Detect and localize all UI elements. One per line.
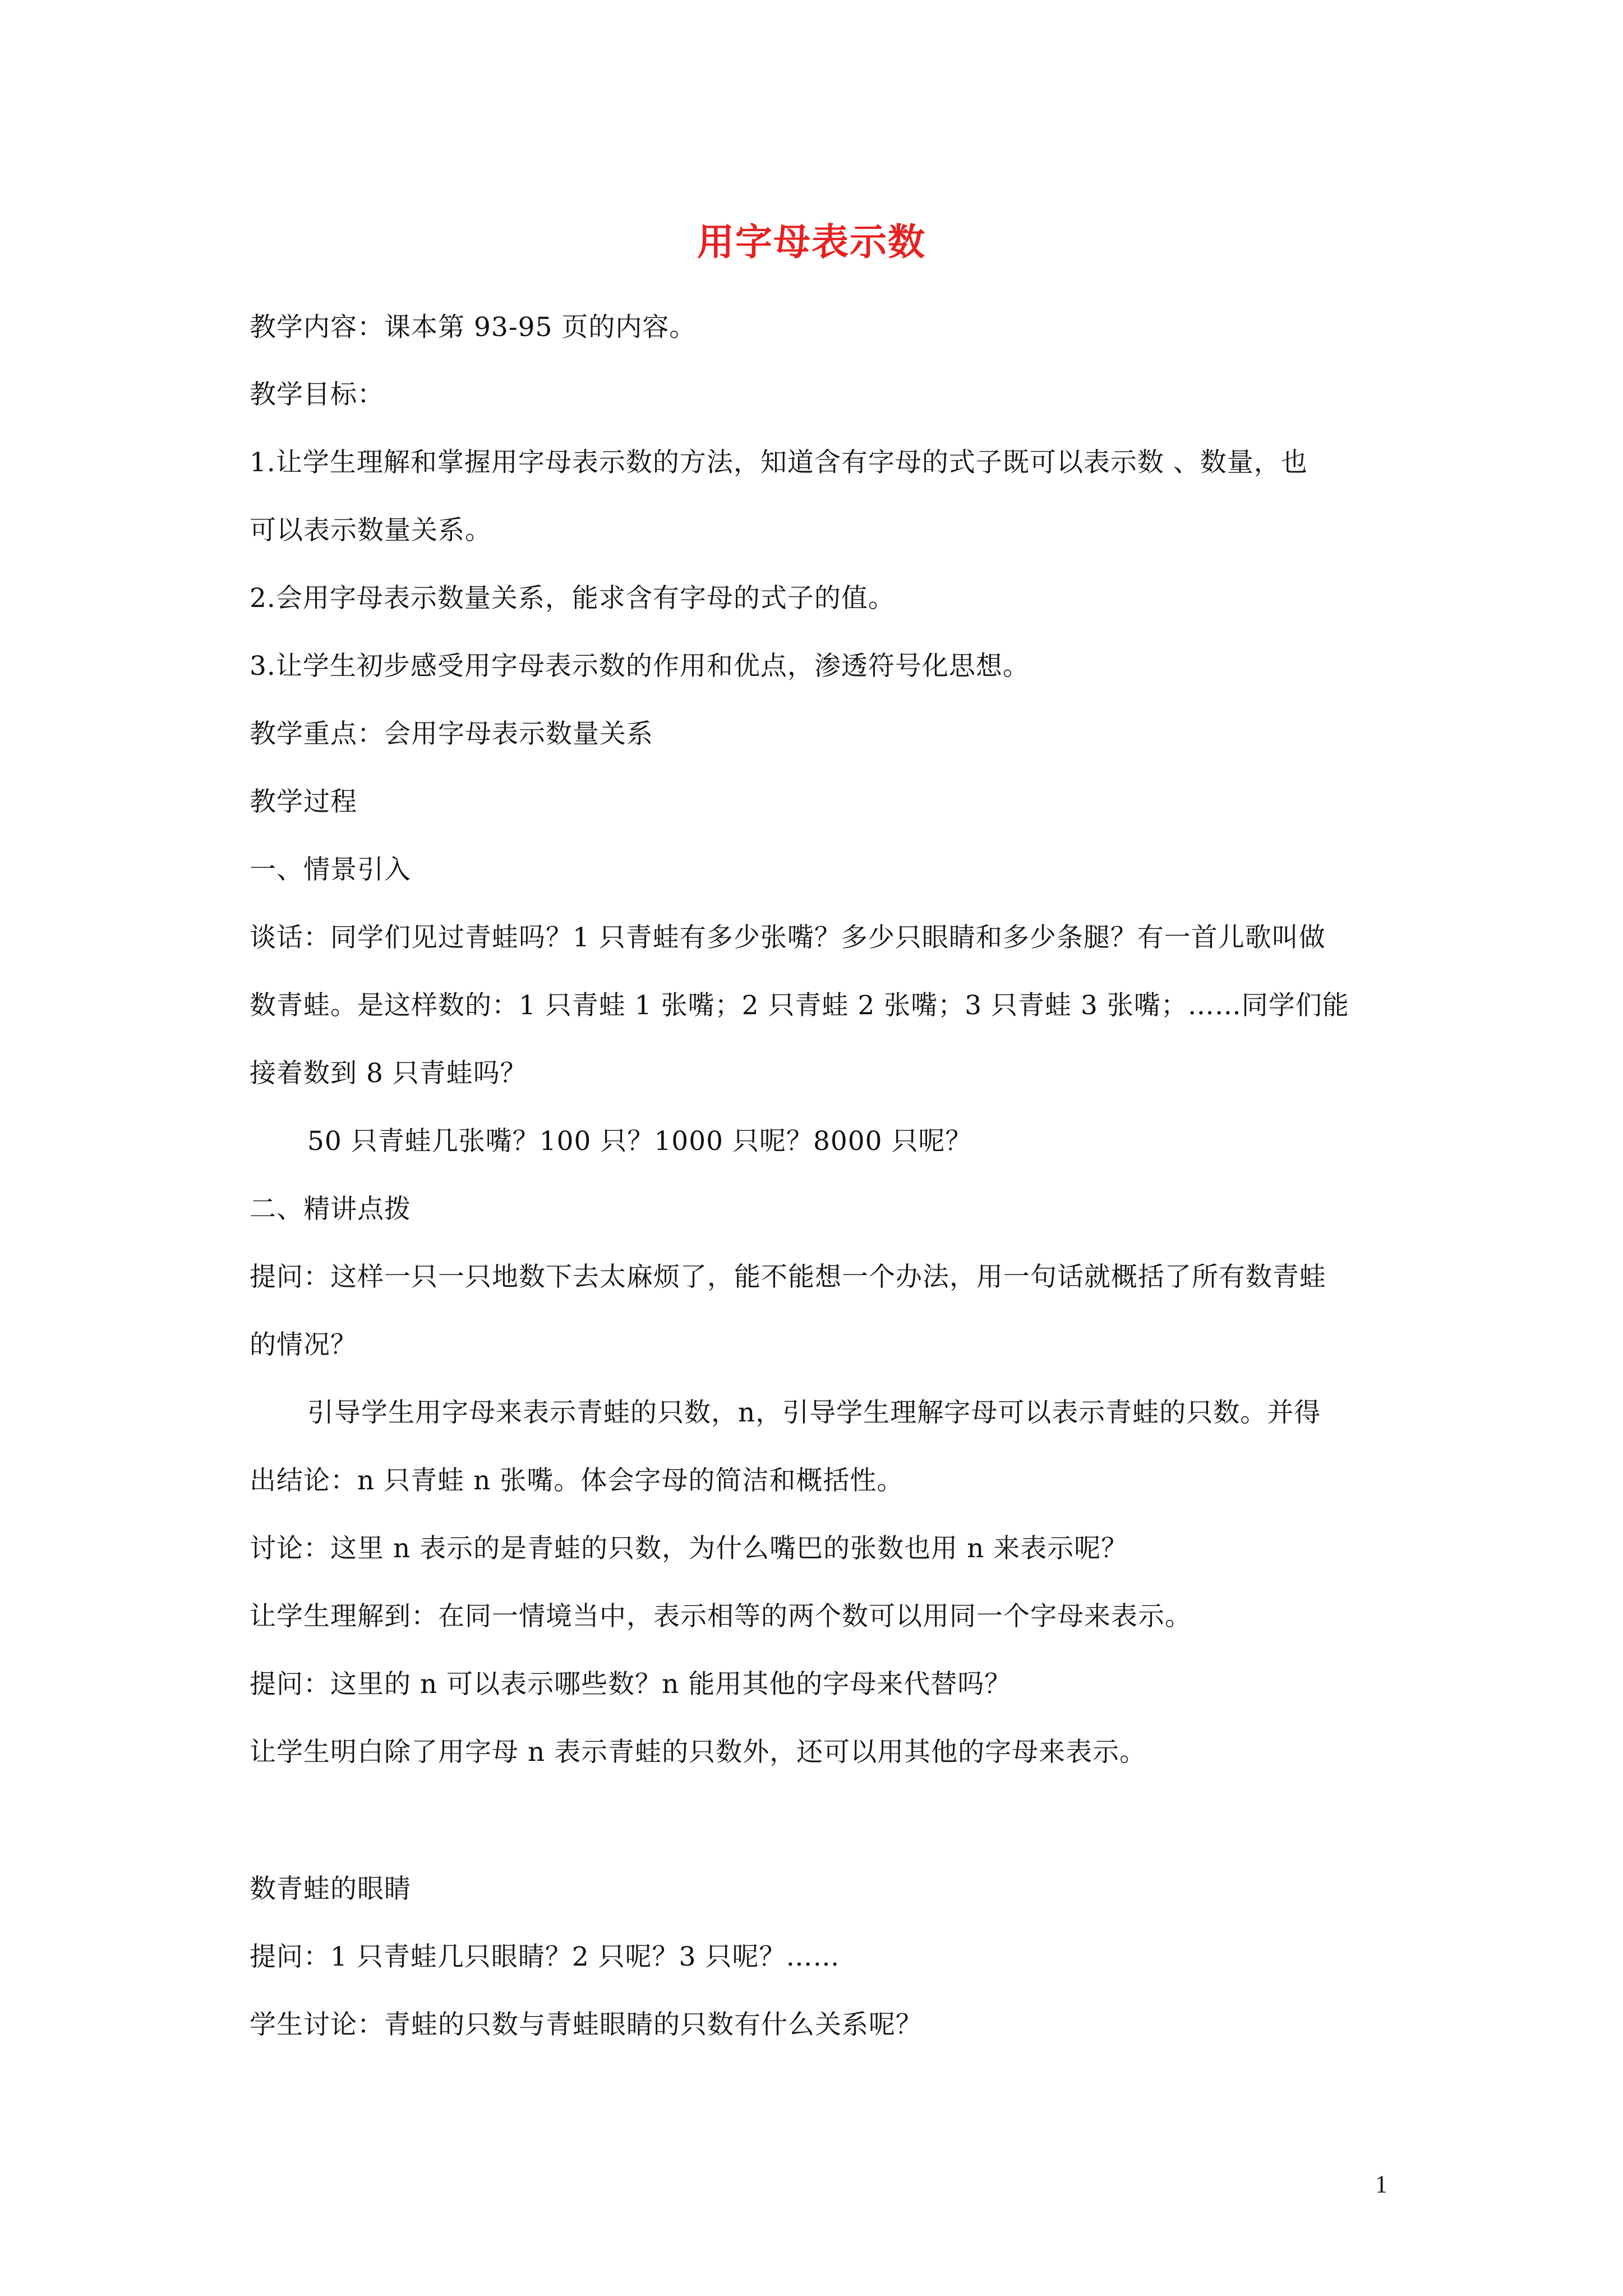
text-line: 提问：1 只青蛙几只眼睛？2 只呢？3 只呢？…… bbox=[250, 1941, 840, 1972]
text-line: 数青蛙。是这样数的：1 只青蛙 1 张嘴；2 只青蛙 2 张嘴；3 只青蛙 3 张嘴；……同学们能 bbox=[250, 990, 1349, 1021]
text-line: 教学过程 bbox=[250, 786, 357, 817]
text-line: 谈话：同学们见过青蛙吗？1 只青蛙有多少张嘴？多少只眼睛和多少条腿？有一首儿歌叫做 bbox=[250, 922, 1326, 953]
text-line: 二、精讲点拨 bbox=[250, 1194, 411, 1225]
text-line: 引导学生用字母来表示青蛙的只数，n，引导学生理解字母可以表示青蛙的只数。并得 bbox=[307, 1397, 1321, 1428]
text-line: 2.会用字母表示数量关系，能求含有字母的式子的值。 bbox=[250, 583, 895, 614]
text-line: 的情况？ bbox=[250, 1329, 357, 1360]
text-line: 数青蛙的眼睛 bbox=[250, 1874, 411, 1904]
text-line: 提问：这里的 n 可以表示哪些数？n 能用其他的字母来代替吗？ bbox=[250, 1669, 1012, 1700]
text-line: 教学目标： bbox=[250, 379, 384, 410]
text-line: 50 只青蛙几张嘴？100 只？1000 只呢？8000 只呢？ bbox=[307, 1126, 972, 1157]
page-number: 1 bbox=[1375, 2170, 1387, 2198]
text-line: 1.让学生理解和掌握用字母表示数的方法，知道含有字母的式子既可以表示数 、数量，也 bbox=[250, 447, 1308, 478]
text-line: 3.让学生初步感受用字母表示数的作用和优点，渗透符号化思想。 bbox=[250, 651, 1030, 682]
text-line: 一、情景引入 bbox=[250, 854, 411, 885]
text-line: 出结论：n 只青蛙 n 张嘴。体会字母的简洁和概括性。 bbox=[250, 1465, 904, 1496]
text-line: 教学内容：课本第 93-95 页的内容。 bbox=[250, 312, 697, 343]
text-line: 提问：这样一只一只地数下去太麻烦了，能不能想一个办法，用一句话就概括了所有数青蛙 bbox=[250, 1262, 1326, 1292]
text-line: 学生讨论：青蛙的只数与青蛙眼睛的只数有什么关系呢？ bbox=[250, 2009, 923, 2040]
document-title: 用字母表示数 bbox=[697, 220, 926, 264]
text-line: 让学生明白除了用字母 n 表示青蛙的只数外，还可以用其他的字母来表示。 bbox=[250, 1737, 1147, 1768]
text-line: 让学生理解到：在同一情境当中，表示相等的两个数可以用同一个字母来表示。 bbox=[250, 1601, 1192, 1632]
text-line: 教学重点：会用字母表示数量关系 bbox=[250, 719, 653, 749]
text-line: 讨论：这里 n 表示的是青蛙的只数，为什么嘴巴的张数也用 n 来表示呢？ bbox=[250, 1533, 1128, 1564]
text-line: 接着数到 8 只青蛙吗？ bbox=[250, 1058, 527, 1089]
text-line: 可以表示数量关系。 bbox=[250, 515, 492, 546]
